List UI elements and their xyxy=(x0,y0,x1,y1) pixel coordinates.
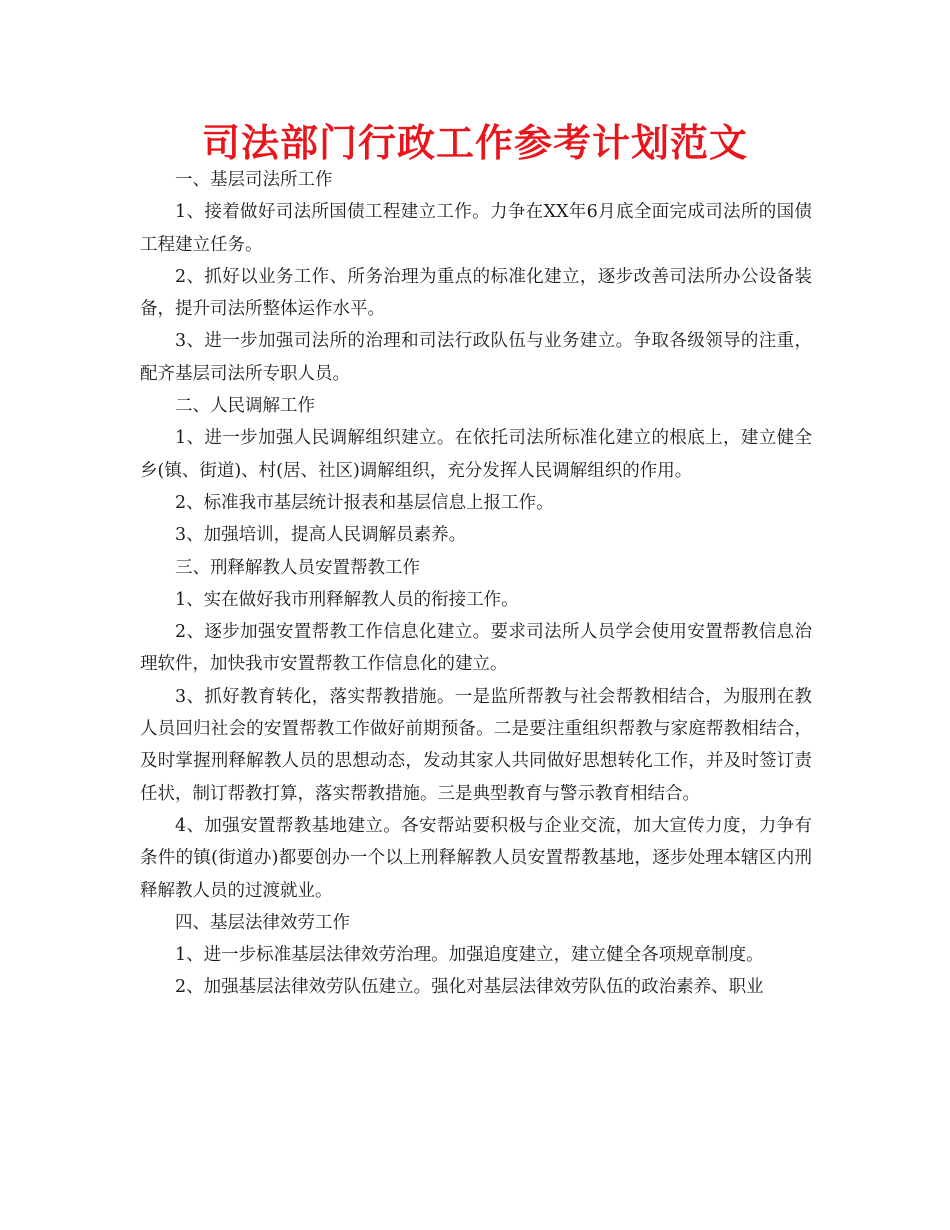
section-heading-1: 一、基层司法所工作 xyxy=(175,170,333,190)
paragraph: 3、进一步加强司法所的治理和司法行政队伍与业务建立。争取各级领导的注重，配齐基层司法所专职人员。 xyxy=(140,331,812,384)
paragraph: 4、加强安置帮教基地建立。各安帮站要积极与企业交流，加大宣传力度，力争有条件的镇(街道办)都要创办一个以上刑释解教人员安置帮教基地，逐步处理本辖区内刑释解教人员的过渡就业。 xyxy=(140,815,812,901)
paragraph: 1、实在做好我市刑释解教人员的衔接工作。 xyxy=(175,589,519,610)
section-heading-3: 三、刑释解教人员安置帮教工作 xyxy=(175,557,420,578)
paragraph: 1、接着做好司法所国债工程建立工作。力争在XX年6月底全面完成司法所的国债工程建立任务。 xyxy=(140,202,812,255)
paragraph: 2、加强基层法律效劳队伍建立。强化对基层法律效劳队伍的政治素养、职业 xyxy=(175,977,764,998)
paragraph: 3、加强培训，提高人民调解员素养。 xyxy=(175,525,467,546)
section-heading-4: 四、基层法律效劳工作 xyxy=(175,912,350,933)
paragraph: 2、抓好以业务工作、所务治理为重点的标准化建立，逐步改善司法所办公设备装备，提升司法所整体运作水平。 xyxy=(140,266,812,320)
document-body xyxy=(140,164,812,1004)
paragraph: 1、进一步标准基层法律效劳治理。加强追度建立，建立健全各项规章制度。 xyxy=(175,945,764,966)
paragraph: 2、标准我市基层统计报表和基层信息上报工作。 xyxy=(175,492,554,513)
paragraph: 1、进一步加强人民调解组织建立。在依托司法所标准化建立的根底上，建立健全乡(镇、街道)、村(居、社区)调解组织，充分发挥人民调解组织的作用。 xyxy=(140,428,812,481)
document-title: 司法部门行政工作参考计划范文 xyxy=(201,121,748,165)
paragraph: 2、逐步加强安置帮教工作信息化建立。要求司法所人员学会使用安置帮教信息治理软件，加快我市安置帮教工作信息化的建立。 xyxy=(140,622,812,675)
section-heading-2: 二、人民调解工作 xyxy=(175,396,315,417)
paragraph: 3、抓好教育转化，落实帮教措施。一是监所帮教与社会帮教相结合，为服刑在教人员回归社会的安置帮教工作做好前期预备。二是要注重组织帮教与家庭帮教相结合，及时掌握刑释解教人员的思想动态，发动其家人共同做好思想转化工作，并及时签订责任状，制订帮教打算，落实帮教措施。三是典型教育与警示教育相结合。 xyxy=(140,686,812,804)
